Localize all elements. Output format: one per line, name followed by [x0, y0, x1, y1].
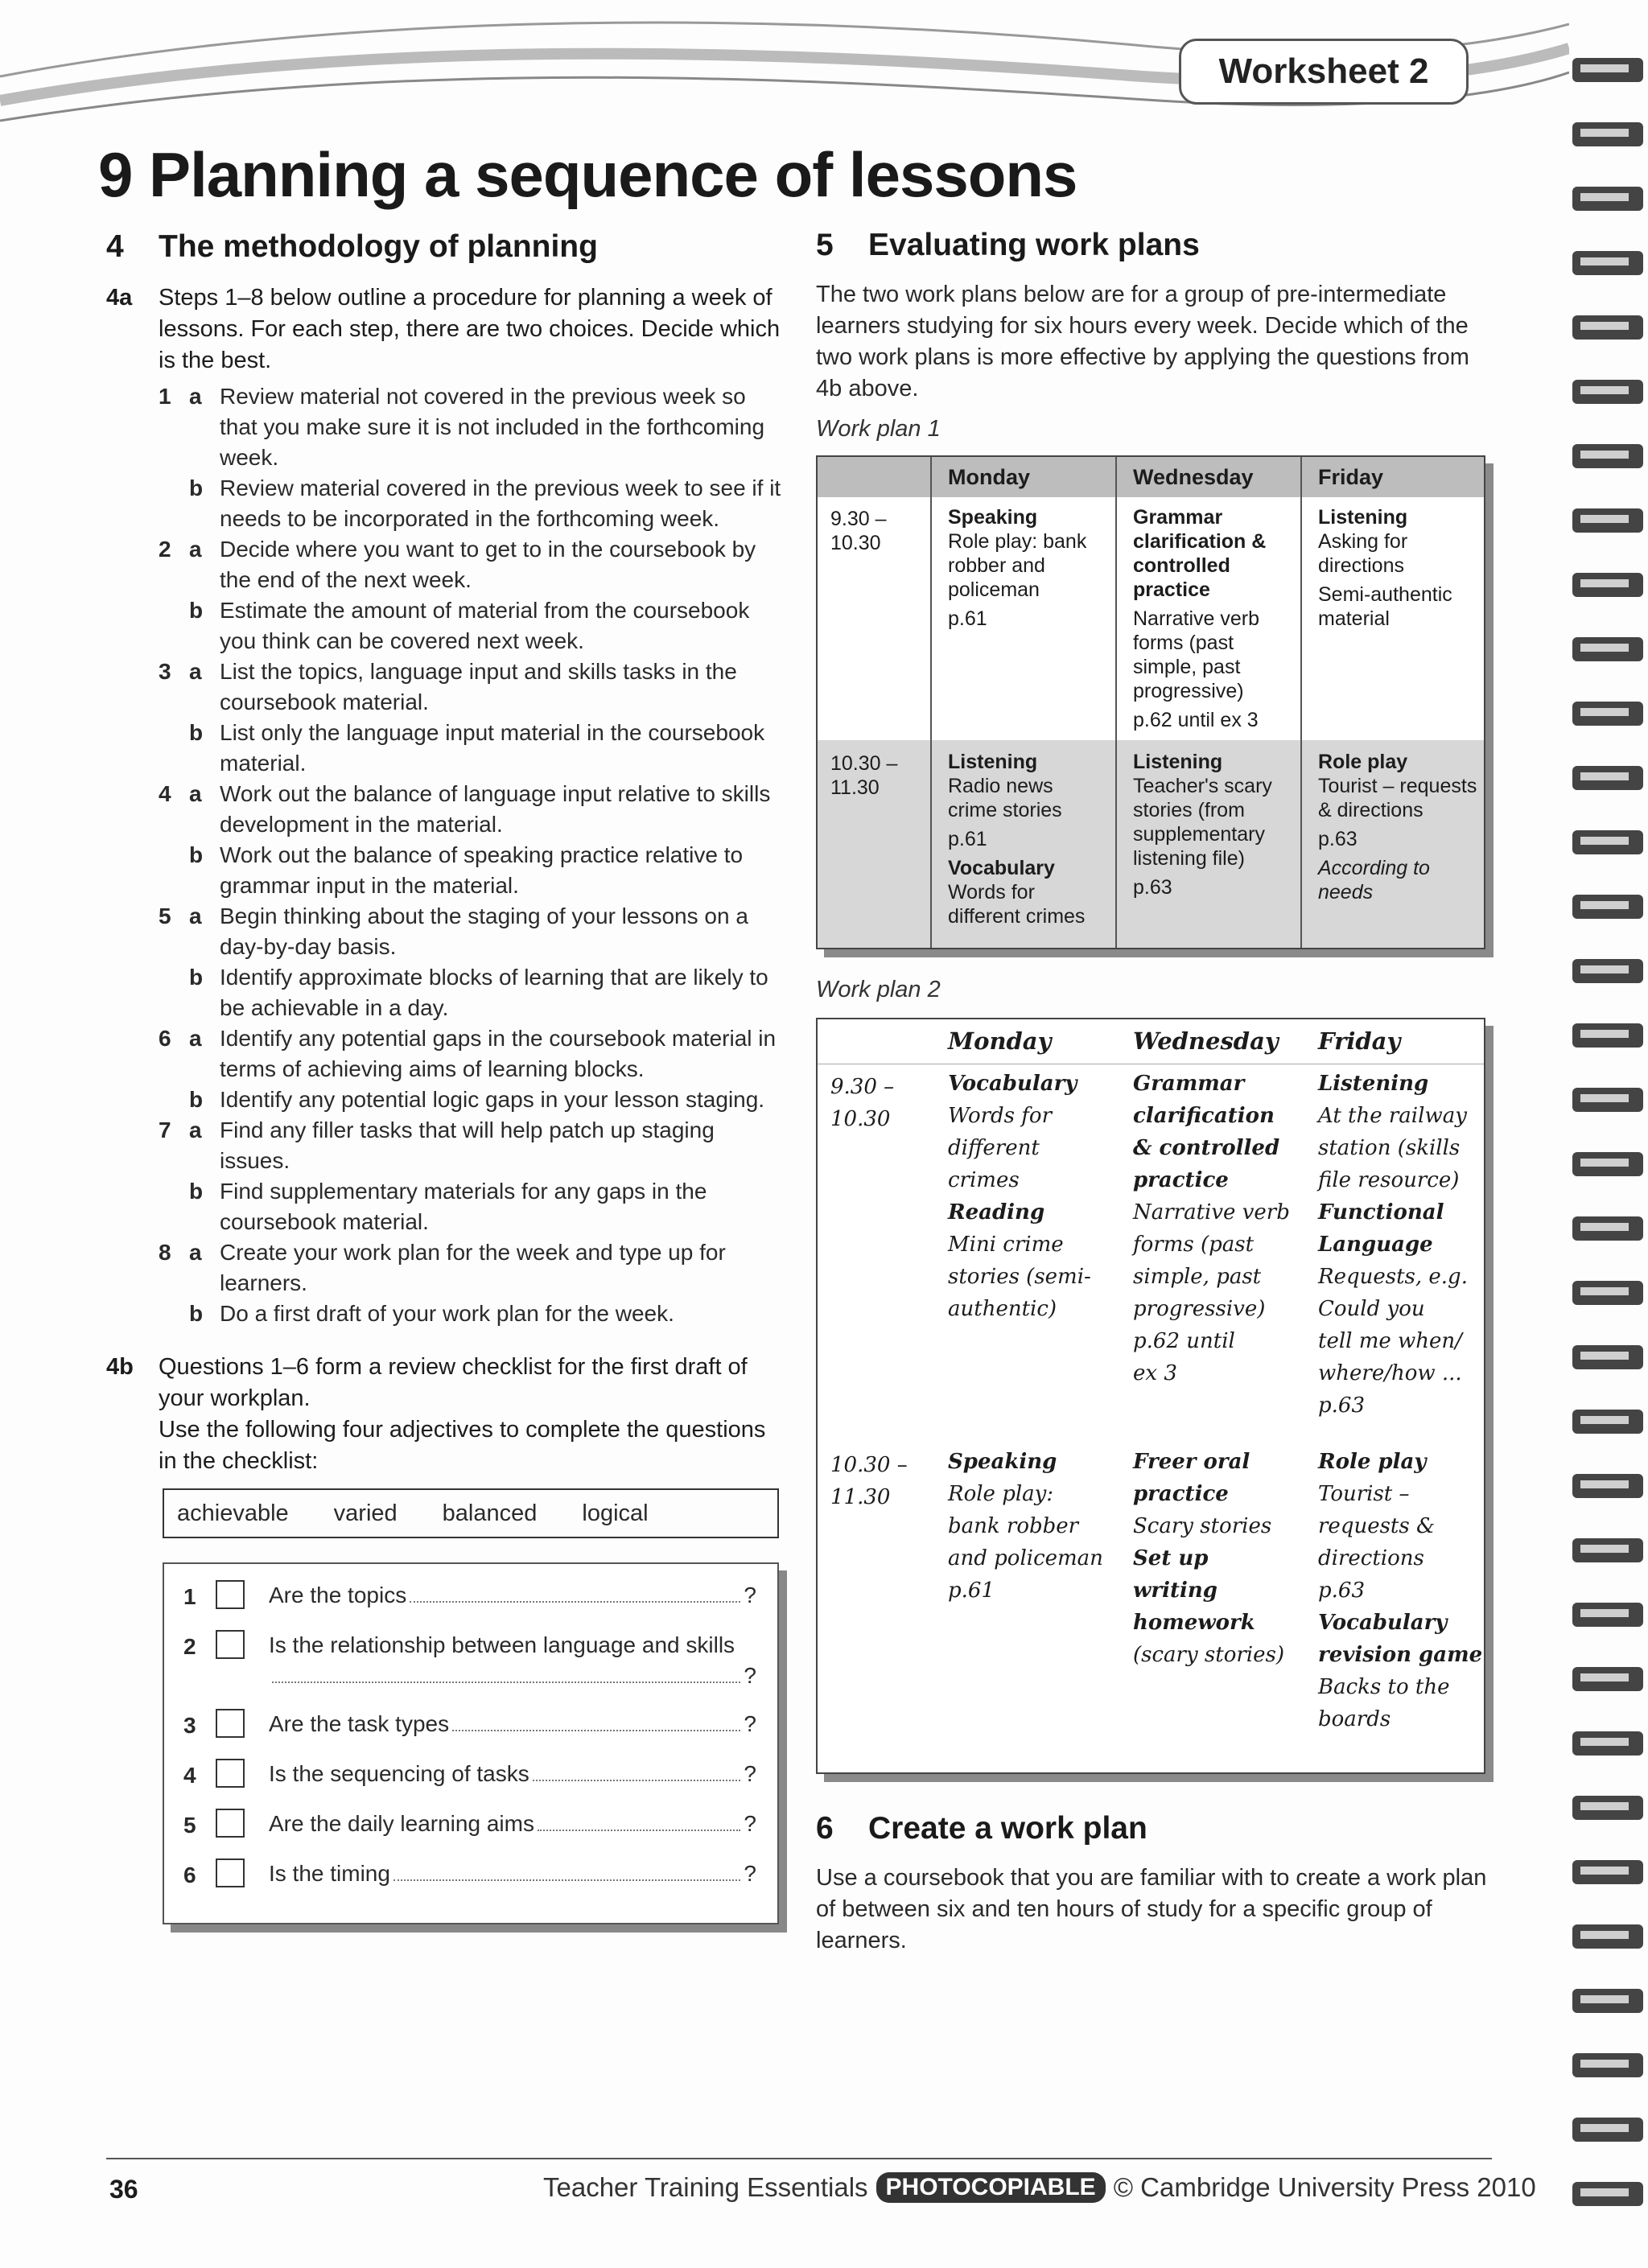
step-option — [159, 901, 782, 962]
table-cell — [1318, 1446, 1483, 1735]
table-cell — [1133, 1068, 1298, 1389]
cell-line: At the railway — [1318, 1104, 1467, 1128]
section-intro: The two work plans below are for a group of pre-intermediate learners studying for six hours every week. Decide which of the two work plans is more effective by applying the questions from 4b above. — [816, 282, 1469, 401]
cell-line: homework — [1133, 1611, 1255, 1635]
option-letter: b — [189, 1301, 204, 1326]
work-plan-1-label: Work plan 1 — [816, 416, 941, 442]
answer-blank[interactable] — [272, 1661, 740, 1683]
cell-line: stories (semi- — [948, 1265, 1091, 1289]
cell-line: crimes — [948, 1168, 1020, 1192]
option-text: Estimate the amount of material from the coursebook you think can be covered next week. — [220, 598, 750, 653]
section-4-heading — [106, 229, 782, 265]
option-text: Work out the balance of speaking practice relative to grammar input in the material. — [220, 842, 744, 898]
table-cell: Role play Tourist – requests & directions p.63 According to needs — [1318, 751, 1477, 903]
book-title: Teacher Training Essentials — [543, 2172, 868, 2202]
section-5-heading — [816, 228, 1492, 263]
cell-line: Language — [1318, 1233, 1433, 1257]
cell-line: p.62 until — [1133, 1329, 1235, 1353]
cell-line: Grammar — [1133, 1072, 1245, 1096]
work-plan-2-label: Work plan 2 — [816, 977, 941, 1002]
footer-rule — [106, 2158, 1492, 2159]
item-number: 5 — [183, 1813, 196, 1838]
worksheet-tab: Worksheet 2 — [1179, 39, 1469, 105]
option-text: Identify any potential logic gaps in your lesson staging. — [220, 1087, 765, 1112]
option-text: Find supplementary materials for any gaps in the coursebook material. — [220, 1179, 707, 1234]
step-option — [159, 1299, 782, 1329]
item-number: 6 — [183, 1863, 196, 1887]
section-number: 4 — [106, 229, 124, 264]
option-letter: b — [189, 842, 204, 867]
cell-line: p.61 — [948, 1579, 995, 1603]
option-letter: b — [189, 475, 204, 500]
answer-blank[interactable] — [538, 1809, 740, 1831]
cell-line: file resource) — [1318, 1168, 1460, 1192]
time-slot: 9.30 – 10.30 — [830, 1075, 895, 1131]
option-letter: a — [189, 903, 202, 928]
adjective: varied — [333, 1500, 398, 1526]
cell-line: Mini crime — [948, 1233, 1064, 1257]
section-number: 5 — [816, 228, 834, 262]
item-number: 4 — [183, 1763, 196, 1788]
cell-line: revision game — [1318, 1643, 1483, 1667]
option-text: Create your work plan for the week and type up for learners. — [220, 1240, 726, 1295]
option-text: Decide where you want to get to in the coursebook by the end of the next week. — [220, 537, 756, 592]
option-text: Find any filler tasks that will help patch up staging issues. — [220, 1118, 715, 1173]
option-letter: b — [189, 598, 204, 623]
cell-line: Freer oral — [1133, 1450, 1250, 1474]
step-number: 1 — [159, 384, 171, 409]
answer-blank[interactable] — [410, 1580, 740, 1603]
adjective: balanced — [442, 1500, 538, 1526]
option-letter: a — [189, 1026, 202, 1051]
step-option — [159, 657, 782, 718]
left-column — [106, 229, 782, 1924]
table-cell: Grammar clarification & controlled practice Narrative verb forms (past simple, past progressive) p.62 until ex 3 — [1133, 506, 1267, 731]
option-text: Begin thinking about the staging of your lessons on a day-by-day basis. — [220, 903, 748, 959]
table-cell: Listening Asking for directions Semi-authentic material — [1318, 506, 1452, 630]
cell-line: Vocabulary — [1318, 1611, 1448, 1635]
step-number: 5 — [159, 903, 171, 928]
step-option — [159, 840, 782, 901]
option-letter: a — [189, 1240, 202, 1265]
cell-line: progressive) — [1133, 1297, 1266, 1321]
option-letter: a — [189, 659, 202, 684]
section-title: Create a work plan — [868, 1811, 1147, 1846]
cell-line: station (skills — [1318, 1136, 1461, 1160]
question-mark: ? — [744, 1711, 756, 1736]
cell-line: Role play: — [948, 1482, 1054, 1506]
cell-line: p.63 — [1318, 1393, 1365, 1418]
cell-line: Listening — [1318, 1072, 1429, 1096]
column-header-friday: Friday — [1318, 1027, 1401, 1055]
step-number: 6 — [159, 1026, 171, 1051]
section-title: Evaluating work plans — [868, 228, 1200, 262]
question-label: 4b — [106, 1354, 134, 1380]
item-number: 3 — [183, 1713, 196, 1738]
step-option — [159, 1115, 782, 1176]
question-instruction: Use the following four adjectives to complete the questions in the checklist: — [159, 1417, 766, 1474]
option-text: Identify approximate blocks of learning that are likely to be achievable in a day. — [220, 965, 768, 1020]
checkbox[interactable] — [216, 1759, 245, 1788]
cell-line: directions — [1318, 1546, 1424, 1570]
column-header-monday: Monday — [948, 1027, 1052, 1055]
checkbox[interactable] — [216, 1809, 245, 1838]
step-option — [159, 1237, 782, 1299]
option-letter: a — [189, 537, 202, 562]
cell-line: where/how ... — [1318, 1361, 1462, 1385]
page-number: 36 — [109, 2175, 138, 2204]
cell-line: authentic) — [948, 1297, 1057, 1321]
time-slot: 10.30 – 11.30 — [830, 752, 898, 799]
option-letter: b — [189, 1179, 204, 1204]
cell-line: simple, past — [1133, 1265, 1262, 1289]
option-letter: a — [189, 384, 202, 409]
section-6 — [816, 1811, 1492, 1957]
question-4a — [106, 282, 782, 377]
table-cell: Listening Teacher's scary stories (from supplementary listening file) p.63 — [1133, 751, 1272, 899]
table-cell — [948, 1446, 1113, 1607]
answer-blank[interactable] — [393, 1858, 740, 1881]
answer-blank[interactable] — [533, 1759, 741, 1781]
cell-line: Scary stories — [1133, 1514, 1272, 1538]
cell-line: ex 3 — [1133, 1361, 1177, 1385]
time-slot: 10.30 – 11.30 — [830, 1453, 908, 1509]
step-number: 3 — [159, 659, 171, 684]
step-option — [159, 1085, 782, 1115]
step-number: 2 — [159, 537, 171, 562]
column-header-wednesday: Wednesday — [1133, 465, 1254, 489]
item-text: Is the sequencing of tasks — [269, 1761, 529, 1786]
cell-line: requests & — [1318, 1514, 1436, 1538]
item-number: 2 — [183, 1634, 196, 1659]
adjectives-box — [163, 1488, 779, 1538]
answer-blank[interactable] — [452, 1709, 740, 1731]
step-option — [159, 1023, 782, 1085]
step-option — [159, 962, 782, 1023]
step-number: 8 — [159, 1240, 171, 1265]
work-plan-2-table — [816, 1018, 1485, 1774]
copyright: © Cambridge University Press 2010 — [1113, 2172, 1536, 2202]
table-cell: Listening Radio news crime stories p.61 Vocabulary Words for different crimes — [948, 751, 1086, 928]
question-4b — [106, 1352, 782, 1477]
cell-line: different — [948, 1136, 1040, 1160]
table-cell — [1133, 1446, 1298, 1671]
table-cell: Speaking Role play: bank robber and policeman p.61 — [948, 506, 1087, 630]
section-title: The methodology of planning — [159, 229, 598, 264]
cell-line: Could you — [1318, 1297, 1425, 1321]
adjective: logical — [582, 1500, 649, 1526]
question-mark: ? — [744, 1663, 756, 1688]
question-text: Questions 1–6 form a review checklist for the first draft of your workplan. — [159, 1354, 748, 1411]
column-header-monday: Monday — [948, 465, 1031, 489]
option-letter: a — [189, 1118, 202, 1142]
option-text: List only the language input material in the coursebook material. — [220, 720, 765, 776]
option-text: Do a first draft of your work plan for the week. — [220, 1301, 674, 1326]
cell-line: tell me when/ — [1318, 1329, 1462, 1353]
steps-list — [159, 381, 782, 1329]
section-6-heading — [816, 1811, 1492, 1846]
step-option — [159, 779, 782, 840]
cell-line: clarification — [1133, 1104, 1275, 1128]
cell-line: Backs to the — [1318, 1675, 1450, 1699]
checkbox[interactable] — [216, 1580, 245, 1609]
cell-line: Narrative verb — [1133, 1200, 1290, 1225]
checkbox[interactable] — [216, 1858, 245, 1887]
photocopiable-badge: PHOTOCOPIABLE — [876, 2172, 1106, 2203]
review-checklist — [163, 1562, 779, 1924]
cell-line: Set up writing — [1133, 1546, 1217, 1603]
item-text: Are the daily learning aims — [269, 1811, 534, 1836]
option-letter: b — [189, 1087, 204, 1112]
cell-line: Functional — [1318, 1200, 1444, 1225]
page-title: 9 Planning a sequence of lessons — [98, 139, 1077, 210]
question-mark: ? — [744, 1583, 756, 1607]
step-option — [159, 718, 782, 779]
cell-line: bank robber — [948, 1514, 1079, 1538]
item-text: Is the relationship between language and skills — [269, 1632, 735, 1657]
option-letter: a — [189, 781, 202, 806]
step-option — [159, 381, 782, 473]
checklist-item — [183, 1709, 756, 1741]
step-option — [159, 534, 782, 595]
checkbox[interactable] — [216, 1709, 245, 1738]
item-text: Are the task types — [269, 1711, 450, 1736]
option-letter: b — [189, 720, 204, 745]
cell-line: Vocabulary — [948, 1072, 1077, 1096]
section-text: Use a coursebook that you are familiar with to create a work plan of between six and ten hours of study for a specific group of learners. — [816, 1865, 1487, 1953]
question-text: Steps 1–8 below outline a procedure for planning a week of lessons. For each step, there are two choices. Decide which is the best. — [159, 285, 781, 373]
column-header-friday: Friday — [1318, 465, 1384, 489]
cell-line: Role play — [1318, 1450, 1427, 1474]
work-plan-1-table — [816, 455, 1485, 949]
checklist-item — [183, 1580, 756, 1612]
section-number: 6 — [816, 1811, 834, 1846]
cell-line: p.63 — [1318, 1579, 1365, 1603]
spiral-binding — [1569, 48, 1648, 2221]
cell-line: and policeman — [948, 1546, 1103, 1570]
question-label: 4a — [106, 285, 133, 311]
step-option — [159, 595, 782, 657]
table-cell — [1318, 1068, 1483, 1422]
time-slot: 9.30 – 10.30 — [830, 508, 887, 554]
step-number: 4 — [159, 781, 171, 806]
item-number: 1 — [183, 1584, 196, 1609]
right-column — [816, 228, 1492, 1957]
adjective: achievable — [177, 1500, 289, 1526]
cell-line: practice — [1133, 1168, 1229, 1192]
step-number: 7 — [159, 1118, 171, 1142]
cell-line: (scary stories) — [1133, 1643, 1284, 1667]
option-letter: b — [189, 965, 204, 990]
cell-line: Tourist – — [1318, 1482, 1410, 1506]
step-option — [159, 1176, 782, 1237]
column-header-wednesday: Wednesday — [1133, 1027, 1279, 1055]
table-cell — [948, 1068, 1113, 1325]
cell-line: Requests, e.g. — [1318, 1265, 1468, 1289]
cell-line: practice — [1133, 1482, 1229, 1506]
cell-line: Reading — [948, 1200, 1045, 1225]
question-mark: ? — [744, 1861, 756, 1886]
checklist-item — [183, 1630, 756, 1691]
option-text: Identify any potential gaps in the coursebook material in terms of achieving aims of learning blocks. — [220, 1026, 777, 1081]
checklist-item — [183, 1809, 756, 1841]
checklist-item — [183, 1759, 756, 1791]
footer-credit — [543, 2172, 1536, 2203]
cell-line: & controlled — [1133, 1136, 1280, 1160]
step-option — [159, 473, 782, 534]
question-mark: ? — [744, 1811, 756, 1836]
option-text: List the topics, language input and skills tasks in the coursebook material. — [220, 659, 737, 714]
checklist-item — [183, 1858, 756, 1891]
cell-line: boards — [1318, 1707, 1391, 1731]
option-text: Review material covered in the previous week to see if it needs to be incorporated in the forthcoming week. — [220, 475, 781, 531]
item-text: Is the timing — [269, 1861, 390, 1886]
option-text: Work out the balance of language input relative to skills development in the material. — [220, 781, 771, 837]
cell-line: Speaking — [948, 1450, 1057, 1474]
item-text: Are the topics — [269, 1583, 407, 1607]
checkbox[interactable] — [216, 1630, 245, 1659]
cell-line: Words for — [948, 1104, 1052, 1128]
option-text: Review material not covered in the previous week so that you make sure it is not included in the forthcoming week. — [220, 384, 765, 470]
cell-line: forms (past — [1133, 1233, 1255, 1257]
question-mark: ? — [744, 1761, 756, 1786]
